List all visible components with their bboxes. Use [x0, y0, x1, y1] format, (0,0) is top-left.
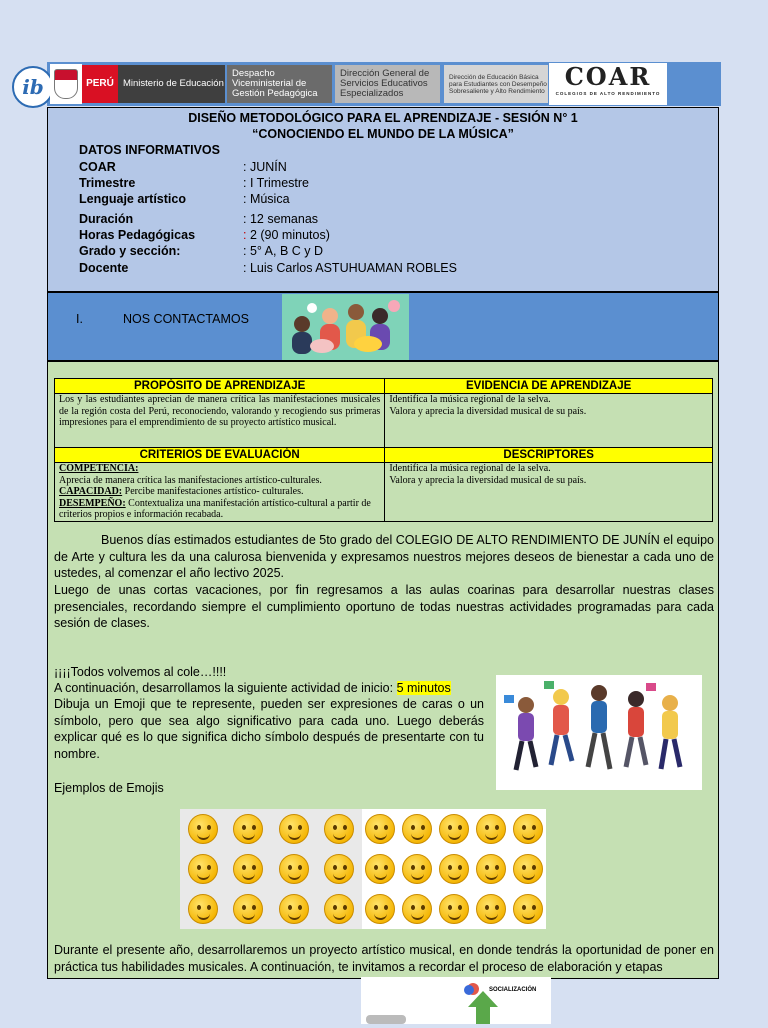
section-heading: NOS CONTACTAMOS	[123, 312, 249, 326]
competencia-text: Aprecia de manera crítica las manifestaciones artístico-culturales.	[59, 474, 322, 486]
upside-smile-emoji-icon	[365, 894, 395, 924]
coar-logo-subtitle: COLEGIOS DE ALTO RENDIMIENTO	[555, 91, 661, 96]
kissing-emoji-icon	[279, 814, 309, 844]
project-paragraph: Durante el presente año, desarrollaremos un proyecto artístico musical, en donde tendrás la oportunidad de poner en práctica tus habilidades musicales. A continuación, te invitamos a recordar el proceso de elaboración y etapas	[54, 943, 714, 974]
monocle-emoji-icon	[324, 894, 354, 924]
info-row-grado: Grado y sección: : 5° A, B C y D	[79, 244, 324, 258]
cheer-text: ¡¡¡¡Todos volvemos al cole…!!!!	[54, 665, 227, 679]
sweat-smile-emoji-icon	[513, 854, 543, 884]
blowing-kiss-emoji-icon	[233, 894, 263, 924]
student-figure-3	[588, 685, 610, 769]
info-heading: DATOS INFORMATIVOS	[79, 143, 220, 157]
descriptores-cell	[385, 463, 713, 522]
innocent-emoji-icon	[476, 854, 506, 884]
nerd-emoji-icon	[476, 894, 506, 924]
jumping-students-picture	[496, 675, 702, 790]
neutral-emoji-icon	[402, 854, 432, 884]
peru-coat-of-arms-icon	[50, 64, 82, 104]
smiling-hearts-emoji-icon	[233, 854, 263, 884]
tongue-out-emoji-icon	[279, 894, 309, 924]
session-header-section	[47, 107, 719, 292]
student-figure-5	[661, 695, 680, 769]
capacidad-text: Percibe manifestaciones artístico- culturales.	[122, 486, 304, 497]
info-row-coar: COAR : JUNÍN	[79, 160, 287, 174]
proposito-cell: Los y las estudiantes aprecian de manera crítica las manifestaciones musicales de la región costa del Perú, reconociendo, valorando y recogiendo sus primeras impresiones para el emprendimiento de su proyecto artístico musical.	[55, 394, 385, 448]
return-paragraph: Luego de unas cortas vacaciones, por fin regresamos a las aulas coarinas para desarrollar nuestras clases presenciales, recordando siempre el cumplimiento oportuno de todas nuestras actividades programadas para cada sesión de clases.	[54, 583, 714, 630]
descriptor-line: Valora y aprecia la diversidad musical de su país.	[389, 474, 587, 486]
evidencia-header: EVIDENCIA DE APRENDIZAJE	[385, 379, 713, 394]
info-row-horas: Horas Pedagógicas : 2 (90 minutos)	[79, 228, 330, 242]
criterios-header: CRITERIOS DE EVALUACIÓN	[55, 448, 385, 463]
welcome-paragraph: Buenos días estimados estudiantes de 5to grado del COLEGIO DE ALTO RENDIMIENTO DE JUNÍN el equipo de Arte y cultura les da una calurosa bienvenida y expresamos nuestros mejores deseos de bienestar a cada uno de ustedes, al comenzar el año lectivo 2025.	[54, 533, 714, 580]
table-row	[55, 394, 713, 448]
desempeno-label: DESEMPEÑO:	[59, 497, 126, 509]
heart-eyes-emoji-icon	[233, 814, 263, 844]
main-content-section	[47, 361, 719, 979]
info-row-trimestre: Trimestre : I Trimestre	[79, 176, 309, 190]
beaming-emoji-icon	[439, 894, 469, 924]
emoji-examples-image	[180, 809, 546, 929]
raised-eyebrow-emoji-icon	[324, 854, 354, 884]
grinning-emoji-icon	[365, 814, 395, 844]
learning-plan-table	[54, 378, 713, 522]
title-line-1: DISEÑO METODOLÓGICO PARA EL APRENDIZAJE - SESIÓN N° 1	[188, 111, 578, 125]
descriptor-line: Identifica la música regional de la selva.	[389, 463, 551, 474]
student-figure-4	[626, 691, 646, 767]
people-talking-illustration	[282, 294, 409, 360]
info-row-lenguaje: Lenguaje artístico : Música	[79, 192, 290, 206]
angel-emoji-icon	[188, 814, 218, 844]
info-row-docente: Docente : Luis Carlos ASTUHUAMAN ROBLES	[79, 261, 457, 275]
evidencia-line: Valora y aprecia la diversidad musical de su país.	[389, 405, 587, 417]
proposito-header: PROPÓSITO DE APRENDIZAJE	[55, 379, 385, 394]
slight-smile-emoji-icon	[188, 854, 218, 884]
tears-of-joy-emoji-icon	[513, 814, 543, 844]
evidencia-cell	[385, 394, 713, 448]
activity-description: Dibuja un Emoji que te represente, pueden ser expresiones de caras o un símbolo, pero que sea algo significativo para cada uno. Luego deberás explicar qué es lo que significa dicho símbolo después de presentarte con tu nombre.	[54, 697, 484, 761]
emoji-examples-label: Ejemplos de Emojis	[54, 781, 164, 795]
debe-label: Dirección de Educación Básica para Estudiantes con Desempeño Sobresaliente y Alto Rendimiento	[444, 65, 548, 103]
smile-emoji-icon	[402, 814, 432, 844]
yum-emoji-icon	[279, 854, 309, 884]
activity-time-highlight: 5 minutos	[396, 681, 451, 695]
wink-emoji-icon	[402, 894, 432, 924]
project-process-figure	[361, 977, 551, 1024]
title-line-2: “CONOCIENDO EL MUNDO DE LA MÚSICA”	[252, 127, 514, 141]
student-figure-1	[516, 697, 536, 770]
evidencia-line: Identifica la música regional de la selva.	[389, 394, 551, 405]
surprised-emoji-icon	[513, 894, 543, 924]
descriptores-header: DESCRIPTORES	[385, 448, 713, 463]
peru-label: PERÚ	[82, 65, 118, 103]
grimacing-emoji-icon	[365, 854, 395, 884]
ib-logo: ib	[12, 66, 54, 108]
competencia-label: COMPETENCIA:	[59, 463, 139, 474]
criterios-cell	[55, 463, 385, 522]
sunglasses-emoji-icon	[439, 854, 469, 884]
zany-emoji-icon	[324, 814, 354, 844]
section-number: I.	[76, 312, 83, 326]
activity-intro: A continuación, desarrollamos la siguiente actividad de inicio: 5 minutos	[54, 681, 451, 695]
desempeno-text: Contextualiza una manifestación artístico-cultural a partir de criterios propios e información recabada.	[59, 497, 371, 520]
table-row	[55, 463, 713, 522]
contact-section	[47, 292, 719, 361]
minedu-label: Ministerio de Educación	[118, 65, 225, 103]
despacho-label: Despacho Viceministerial de Gestión Pedagógica	[227, 65, 332, 103]
info-row-duracion: Duración : 12 semanas	[79, 212, 319, 226]
socializacion-label: SOCIALIZACIÓN	[489, 987, 537, 993]
student-figure-2	[551, 689, 572, 765]
dgsee-label: Dirección General de Servicios Educativos Especializados	[335, 65, 440, 103]
laughing-emoji-icon	[476, 814, 506, 844]
capacidad-label: CAPACIDAD:	[59, 486, 123, 497]
coar-logo	[549, 63, 667, 105]
table-row	[55, 379, 713, 394]
document-title	[48, 110, 718, 142]
coar-logo-text: COAR	[564, 62, 652, 91]
table-row	[55, 448, 713, 463]
upside-down-emoji-icon	[188, 894, 218, 924]
happy-emoji-icon	[439, 814, 469, 844]
